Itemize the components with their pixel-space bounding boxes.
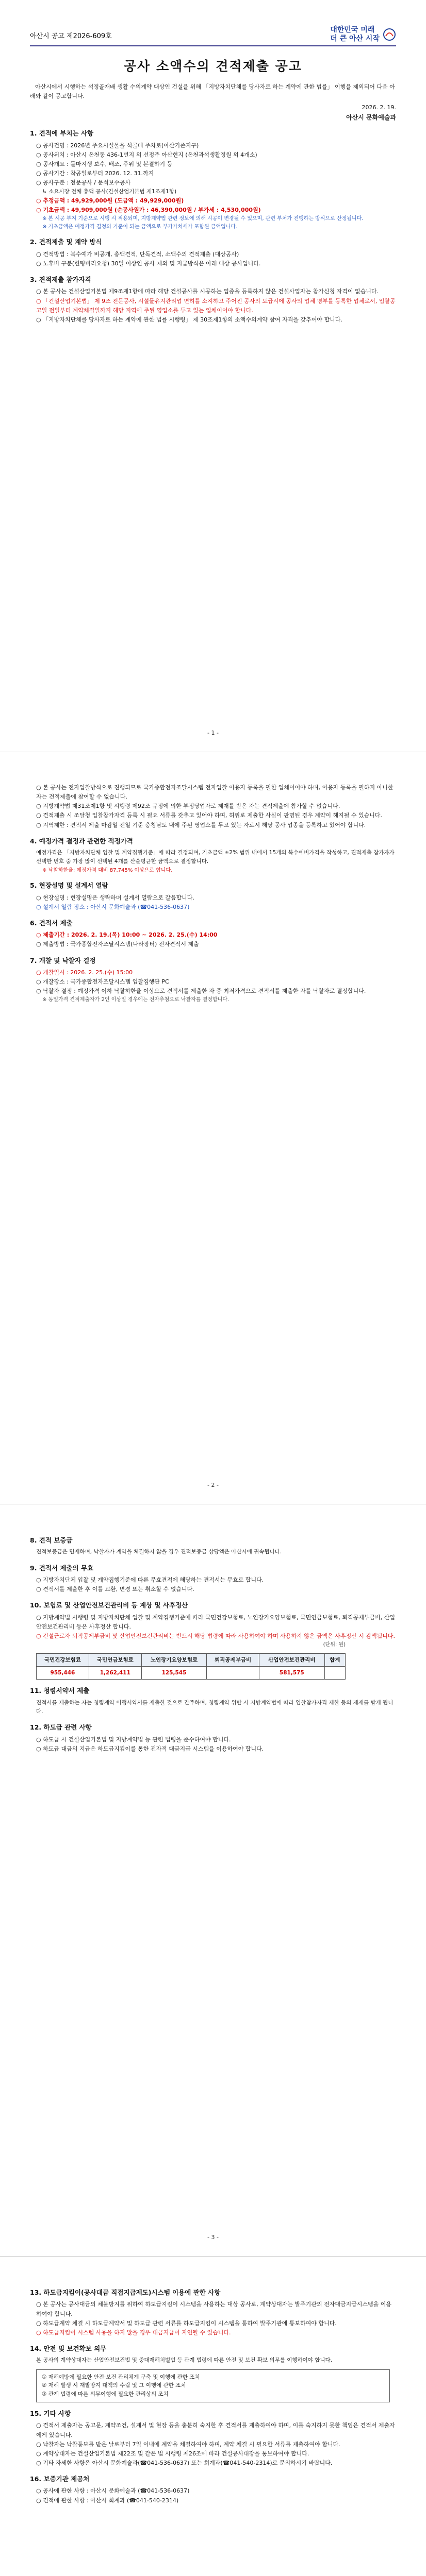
note-text: ※ 기초금액은 예정가격 결정의 기준이 되는 금액으로 부가가치세가 포함된 금액입니다. <box>42 224 238 230</box>
city-logo-icon <box>383 28 396 41</box>
section-heading-14: 14. 안전 및 보건확보 의무 <box>30 2344 107 2352</box>
table-cell: 1,262,411 <box>89 1666 141 1679</box>
intro-text: 아산시에서 시행하는 석정골재배 생활 수의계약 대상인 건설을 위해 「지방자치단체를 당사자로 하는 계약에 관한 법률」 이행을 제외되어 다음 아래와 같이 공고합니다. <box>30 83 395 99</box>
section-heading-10: 10. 보험료 및 산업안전보건관리비 등 계상 및 사후정산 <box>30 1601 188 1609</box>
list-item: ○ 하도급 시 건설산업기본법 및 지방계약법 등 관련 법령을 준수하여야 합니다. <box>36 1736 231 1743</box>
list-item: ○ 공사기간 : 착공일로부터 2026. 12. 31.까지 <box>36 170 154 177</box>
list-item: ○ 낙찰자는 낙찰통보를 받은 날로부터 7일 이내에 계약을 체결하여야 하며, 계약 체결 시 필요한 서류를 제출하여야 합니다. <box>36 2441 340 2448</box>
document-page-4 <box>0 2257 426 2576</box>
section-heading-9: 9. 견적서 제출의 무효 <box>30 1564 94 1572</box>
box-line: ③ 관계 법령에 따른 의무이행에 필요한 관리상의 조치 <box>42 2391 169 2398</box>
section-heading-6: 6. 견적서 제출 <box>30 919 73 927</box>
table-header: 노인장기요양보험료 <box>141 1653 206 1666</box>
notice-number: 아산시 공고 제2026-609호 <box>30 32 112 41</box>
document-page-2 <box>0 752 426 1504</box>
page-title: 공사 소액수의 견적제출 공고 <box>124 58 302 74</box>
list-item: ○ 견적에 관한 사항 : 아산시 회계과 (☎041-540-2314) <box>36 2497 179 2504</box>
list-item: ○ 견적방법 : 복수예가 비공개, 총액견적, 단독견적, 소액수의 견적제출 (대상공사) <box>36 250 239 258</box>
list-item: ○ 공사구분 : 전문공사 / 문석보수공사 <box>36 179 131 187</box>
list-item: ○ 견적제출 시 조달청 입찰참가자격 등록 시 필요 서류를 갖추고 있어야 하며, 허위로 제출한 사실이 판명된 경우 계약이 해지될 수 있습니다. <box>36 812 382 819</box>
city-brand <box>330 26 396 43</box>
section-heading-1: 1. 견적에 부치는 사항 <box>30 129 94 138</box>
list-item: ○ 공사위치 : 아산시 온천동 436-1번지 외 선정주 아산현지 (온천과석생활정원 외 4개소) <box>36 151 257 158</box>
page-number: - 2 - <box>207 1481 219 1488</box>
section-heading-15: 15. 기타 사항 <box>30 2410 71 2418</box>
list-item: ○ 개찰일시 : 2026. 2. 25.(수) 15:00 <box>36 969 133 976</box>
list-item: ○ 제출기간 : 2026. 2. 19.(목) 10:00 ~ 2026. 2. 25.(수) 14:00 <box>36 931 218 939</box>
box-line: ② 재해 발생 시 재발방지 대책의 수립 및 그 이행에 관한 조치 <box>42 2382 186 2389</box>
table-header-row <box>37 1653 346 1666</box>
table-cell <box>207 1666 259 1679</box>
paragraph: 견적보증금은 면제하며, 낙찰자가 계약을 체결하지 않을 경우 견적보증금 상당액은 아산시에 귀속됩니다. <box>36 1549 282 1555</box>
list-item: ○ 낙찰자 결정 : 예정가격 이하 낙찰하한율 이상으로 견적서를 제출한 자 중 최저가격으로 견적서를 제출한 자를 낙찰자로 결정합니다. <box>36 988 366 995</box>
list-item: ○ 현장설명 : 현장설명은 생략하며 설계서 열람으로 갈음합니다. <box>36 894 194 901</box>
note-text: ※ 본 시공 부지 기준으로 시행 시 적용되며, 지방계약법 관련 정보에 의해 시공이 변경될 수 있으며, 관련 부처가 진행하는 방식으로 산정됩니다. <box>42 216 364 222</box>
section-heading-12: 12. 하도급 관련 사항 <box>30 1723 92 1732</box>
section-heading-16: 16. 보증기관 제공처 <box>30 2475 90 2483</box>
list-item: ○ 기타 자세한 사항은 아산시 문화예술과(☎041-536-0637) 또는 회계과(☎041-540-2314)로 문의하시기 바랍니다. <box>36 2459 333 2466</box>
base-amount: ○ 기초금액 : 49,909,000원 (순공사원가 : 46,390,000원 / 부가세 : 4,530,000원) <box>36 207 261 214</box>
list-item: ○ 건설근로자 퇴직공제부금비 및 산업안전보건관리비는 반드시 해당 법령에 따라 사용하여야 하며 사용하지 않은 금액은 사후정산 시 감액됩니다. <box>36 1633 395 1639</box>
paragraph: 견적서를 제출하는 자는 청렴계약 이행서약서를 제출한 것으로 간주하며, 청렴계약 위반 시 지방계약법에 따라 입찰참가자격 제한 등의 제재를 받게 됩니다. <box>36 1699 394 1715</box>
list-item: ○ 견적서 제출자는 공고문, 계약조건, 설계서 및 현장 등을 충분히 숙지한 후 견적서를 제출하여야 하며, 이를 숙지하지 못한 책임은 견적서 제출자에게 있습니다. <box>36 2422 395 2438</box>
table-cell <box>324 1666 345 1679</box>
list-item: ○ 개찰장소 : 국가종합전자조달시스템 입찰집행관 PC <box>36 978 169 986</box>
notice-date: 2026. 2. 19. <box>362 104 396 111</box>
table-header: 국민건강보험료 <box>37 1653 89 1666</box>
list-item: ○ 지방계약법 시행령 및 지방자치단체 입찰 및 계약집행기준에 따라 국민건강보험료, 노인장기요양보험료, 국민연금보험료, 퇴직공제부금비, 산업안전보건관리비 등은 사후정산 합니다. <box>36 1614 395 1630</box>
table-cell: 955,446 <box>37 1666 89 1679</box>
brand-slogan <box>330 26 380 43</box>
section-heading-8: 8. 견적 보증금 <box>30 1536 73 1544</box>
section-heading-11: 11. 청렴서약서 제출 <box>30 1687 90 1695</box>
list-item: ○ 공사건명 : 2026년 주요시설물을 석골배 주차로(아산기존지구) <box>36 142 199 149</box>
paragraph: 예정가격은 「지방자치단체 입찰 및 계약집행기준」에 따라 결정되며, 기초금액 ±2% 범위 내에서 15개의 복수예비가격을 작성하고, 견적제출 참가자가 선택한 번호 중 가장 많이 선택된 4개를 산술평균한 금액으로 결정합니다. <box>36 850 395 865</box>
slogan-line-2: 더 큰 아산 시작 <box>330 34 380 43</box>
safety-duty-box <box>36 2369 390 2402</box>
table-unit: (단위: 원) <box>323 1642 346 1648</box>
list-item: ○ 하도급 대금의 지급은 하도급지킴이를 통한 전자적 대금지급 시스템을 이용하여야 합니다. <box>36 1745 264 1752</box>
list-item: ○ 견적서를 제출한 후 이를 교환, 변경 또는 취소할 수 없습니다. <box>36 1586 194 1593</box>
list-item: ○ 노후비 구분(헌팅비리요청) 30일 이상인 공사 제외 및 지급방식은 아래 대상 공사입니다. <box>36 260 261 267</box>
budget-amount: ○ 추정금액 : 49,929,000원 (도급액 : 49,929,000원) <box>36 197 184 205</box>
table-cell: 581,575 <box>259 1666 324 1679</box>
section-heading-7: 7. 개찰 및 낙찰자 결정 <box>30 956 96 964</box>
table-header: 퇴직공제부금비 <box>207 1653 259 1666</box>
section-heading-2: 2. 견적제출 및 계약 방식 <box>30 238 102 246</box>
list-item: ○ 제출방법 : 국가종합전자조달시스템(나라장터) 전자견적서 제출 <box>36 941 199 948</box>
section-heading-13: 13. 하도급지킴이(공사대금 직접지급제도)시스템 이용에 관한 사항 <box>30 2289 221 2296</box>
list-item: ○ 본 공사는 공사대금의 체불방지를 위하여 하도급지킴이 시스템을 사용하는 대상 공사로, 계약상대자는 발주기관의 전자대금지급시스템을 이용하여야 합니다. <box>36 2301 391 2317</box>
list-item: ○ 계약상대자는 건설산업기본법 제22조 및 같은 법 시행령 제26조에 따라 건설공사대장을 통보하여야 합니다. <box>36 2450 309 2457</box>
slogan-line-1: 대한민국 미래 <box>330 26 375 34</box>
list-item: ○ 하도급지킴이 시스템 사용을 하지 않을 경우 대금지급이 지연될 수 있습니다. <box>36 2329 231 2336</box>
list-item: ○ 본 공사는 건설산업기본법 제9조제1항에 따라 해당 건설공사를 시공하는 업종을 등록하지 않은 건설사업자는 참가신청 자격이 없습니다. <box>36 288 379 295</box>
note-text: ※ 동일가격 견적제출자가 2인 이상일 경우에는 전자추첨으로 낙찰자를 결정합니다. <box>42 997 230 1003</box>
paragraph: 본 공사의 계약상대자는 산업안전보건법 및 중대재해처벌법 등 관계 법령에 따른 안전 및 보건 확보 의무를 이행하여야 합니다. <box>36 2357 333 2364</box>
issuing-department: 아산시 문화예술과 <box>346 113 396 121</box>
list-item: ○ 공사에 관한 사항 : 아산시 문화예술과 (☎041-536-0637) <box>36 2487 190 2495</box>
document-page-1 <box>0 0 426 752</box>
list-item: ○ 「지방자치단체를 당사자로 하는 계약에 관한 법률 시행령」 제 30조제1항의 소액수의계약 참여 자격을 갖추어야 합니다. <box>36 316 342 323</box>
box-line: ① 재해예방에 필요한 안전·보건 관리체계 구축 및 이행에 관한 조치 <box>42 2374 200 2380</box>
insurance-fee-table <box>36 1653 346 1680</box>
header-bar <box>30 26 396 46</box>
list-item: ○ 공사개요 : 돌마지생 보수, 배조, 주위 및 본결하기 등 <box>36 160 173 167</box>
table-header: 산업안전보건관리비 <box>259 1653 324 1666</box>
list-item: ○ 「건설산업기본법」 제 9조 전문공사, 시설물유지관리업 면허를 소지하고 주어진 공사의 도급시에 공사의 업체 명부를 등록한 업체로서, 입찰공고일 전일부터 계약체결일까지 해당 지역에 주된 영업소를 두고 있는 업체이어야 합니다. <box>36 297 396 314</box>
table-row <box>37 1666 346 1679</box>
page-number: - 3 - <box>207 2233 219 2241</box>
table-cell: 125,545 <box>141 1666 206 1679</box>
note-text: ※ 낙찰하한율: 예정가격 대비 87.745% 이상으로 합니다. <box>42 867 173 873</box>
document-page-3 <box>0 1504 426 2257</box>
section-heading-5: 5. 현장설명 및 설계서 열람 <box>30 882 108 890</box>
list-item: ○ 설계서 열람 장소 : 아산시 문화예술과 (☎041-536-0637) <box>36 903 190 910</box>
list-item: ○ 지방자치단체 입찰 및 계약집행기준에 따른 무효견적에 해당하는 견적서는 무효로 합니다. <box>36 1577 264 1584</box>
table-header: 합계 <box>324 1653 345 1666</box>
list-item: ○ 지역제한 : 견적서 제출 마감일 전일 기준 충청남도 내에 주된 영업소를 두고 있는 자로서 해당 공사 업종을 등록하고 있어야 합니다. <box>36 821 366 828</box>
list-item: ○ 본 공사는 전자입찰방식으로 진행되므로 국가종합전자조달시스템 전자입찰 이용자 등록을 필한 업체이어야 하며, 이용자 등록을 필하지 아니한 자는 견적제출에 참여할 수 없습니다. <box>36 784 394 801</box>
section-heading-4: 4. 예정가격 결정과 관련한 적정가격 <box>30 837 133 845</box>
list-item: ○ 지방계약법 제31조제1항 및 시행령 제92조 규정에 의한 부정당업자로 제재를 받은 자는 견적제출에 참가할 수 없습니다. <box>36 803 340 810</box>
list-item: ○ 하도급계약 체결 시 하도급계약서 및 하도급 관련 서류를 하도급지킴이 시스템을 통하여 발주기관에 통보하여야 합니다. <box>36 2319 337 2327</box>
section-heading-3: 3. 견적제출 참가자격 <box>30 275 91 283</box>
page-number: - 1 - <box>207 729 219 736</box>
table-header: 국민연금보험료 <box>89 1653 141 1666</box>
sub-item: ↳ 소요시장 전체 총액 공사(건설산업기본법 제1조제1항) <box>42 189 177 195</box>
